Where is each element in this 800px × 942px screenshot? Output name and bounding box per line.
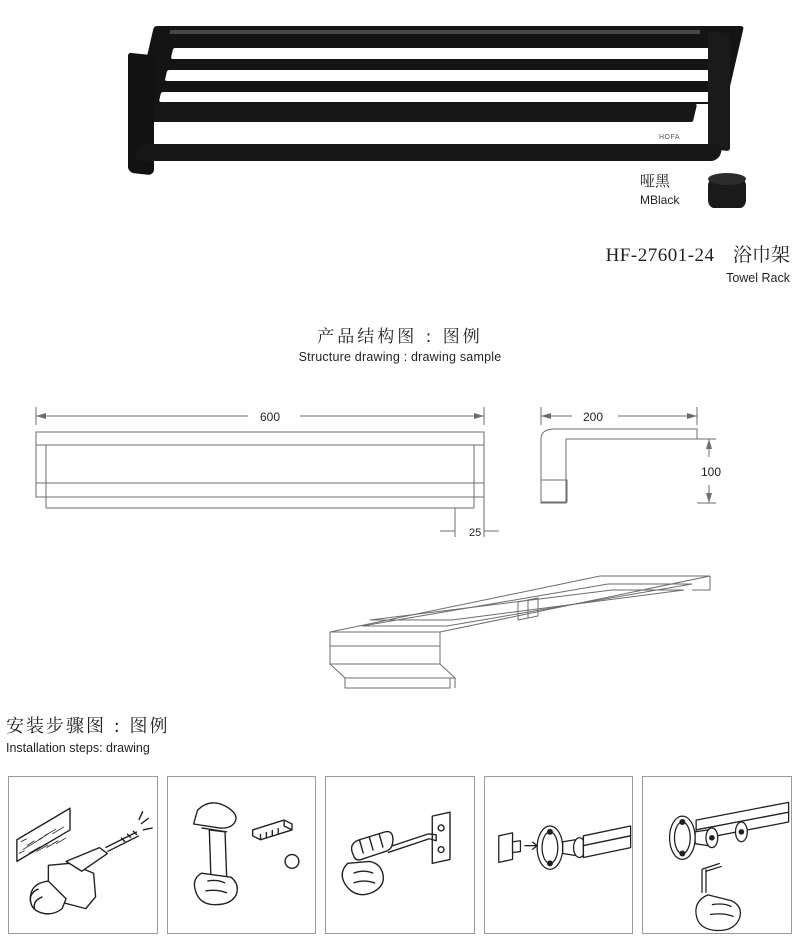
technical-drawings — [0, 385, 800, 555]
side-view-profile — [541, 429, 697, 503]
front-view-top-plate — [36, 432, 484, 445]
side-depth-label: 200 — [583, 410, 604, 424]
shelf-highlight — [170, 30, 701, 34]
front-view-towel-bar — [36, 483, 484, 497]
iso-towel-bar — [345, 678, 450, 688]
shelf-front-edge — [133, 104, 697, 122]
finish-swatch-group — [640, 170, 790, 230]
installation-step-3 — [325, 776, 475, 934]
brand-mark: HOFA — [658, 134, 680, 141]
iso-front-face — [330, 632, 440, 664]
installation-heading-en: Installation steps: drawing — [6, 741, 150, 755]
structure-section-heading — [0, 322, 800, 364]
shelf-slot-1 — [171, 48, 719, 59]
model-info — [430, 240, 790, 285]
finish-label-cn: 哑黑 — [640, 172, 671, 190]
isometric-drawing — [300, 560, 720, 720]
installation-steps — [8, 776, 792, 934]
drill-hole-in-wall-icon — [9, 777, 157, 933]
structure-drawing-svg — [0, 385, 800, 555]
model-name-en: Towel Rack — [726, 271, 790, 285]
model-code: HF-27601-24 — [605, 245, 715, 266]
installation-step-4 — [484, 776, 634, 934]
tighten-set-screw-icon — [643, 777, 791, 933]
installation-section-heading — [6, 712, 426, 755]
shelf-slot-3 — [159, 92, 718, 102]
model-name-cn: 浴巾架 — [732, 244, 790, 266]
attach-base-covers-icon — [485, 777, 633, 933]
installation-step-1 — [8, 776, 158, 934]
iso-bottom-edge — [330, 664, 455, 678]
hammer-wall-anchor-icon — [168, 777, 316, 933]
side-view-towel-bar — [541, 480, 567, 502]
screw-mounting-plate-icon — [326, 777, 474, 933]
side-height-label: 100 — [701, 465, 722, 479]
front-depth-label: 25 — [469, 527, 482, 539]
finish-color-swatch — [708, 178, 746, 208]
installation-heading-cn: 安装步骤图 : 图例 — [6, 716, 170, 737]
installation-step-5 — [642, 776, 792, 934]
right-wall-bracket — [708, 31, 730, 151]
towel-rack-photo — [100, 18, 720, 183]
installation-step-2 — [167, 776, 317, 934]
lower-towel-bar — [134, 144, 723, 161]
front-width-label: 600 — [260, 410, 281, 424]
finish-label-en: MBlack — [640, 193, 680, 207]
structure-heading-cn: 产品结构图 : 图例 — [317, 327, 483, 347]
iso-slot-inner — [370, 590, 684, 620]
shelf-slot-2 — [165, 70, 719, 81]
structure-heading-en: Structure drawing : drawing sample — [298, 350, 502, 364]
isometric-drawing-svg — [300, 560, 720, 720]
